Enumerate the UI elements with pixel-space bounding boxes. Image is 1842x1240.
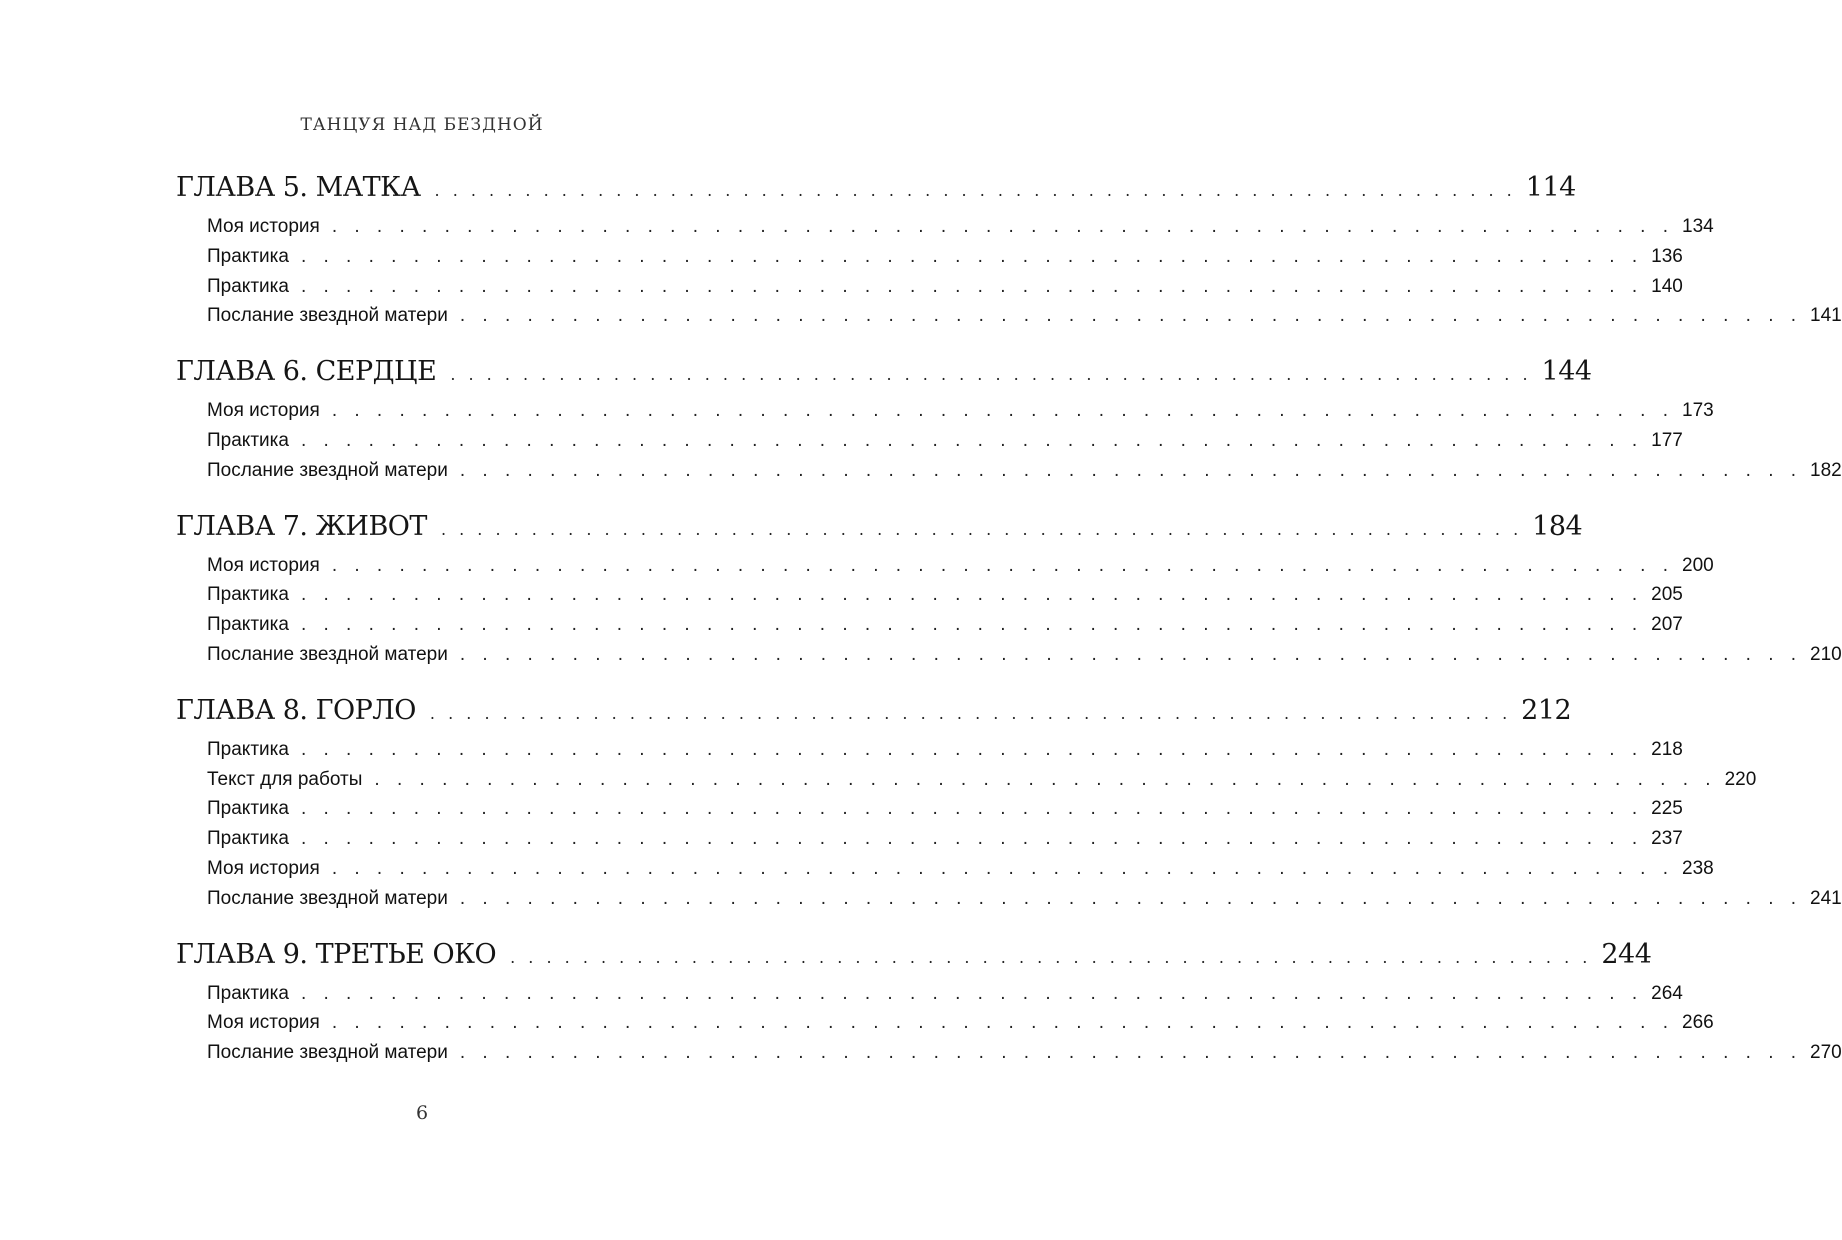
entry-label: Практика [207,584,289,606]
toc-entry[interactable] [207,429,1683,460]
dot-leader: . . . . . . . . . . . . . . . . . . . . . . . . . . . . . . . . . . . . . . . . . . . . . . . . . . . . . . . . . . . . [331,554,1674,576]
toc-entry[interactable] [207,305,1842,335]
page-number: 6 [415,1102,429,1124]
entry-label: Послание звездной матери [207,643,448,665]
entry-page-number: 134 [1682,216,1714,237]
entry-label: Практика [207,275,289,297]
entry-label: Практика [207,738,289,760]
entry-page-number: 177 [1651,429,1683,451]
entry-page-number: 225 [1651,798,1683,820]
entry-label: Практика [207,982,289,1004]
dot-leader: . . . . . . . . . . . . . . . . . . . . . . . . . . . . . . . . . . . . . . . . . . . . . . . . . . . . . . . . . . . . [331,1012,1674,1034]
chapter-7 [176,510,1842,674]
chapter-title: ГЛАВА 7. ЖИВОТ [176,510,427,542]
entry-label: Послание звездной матери [207,1042,448,1064]
dot-leader: . . . . . . . . . . . . . . . . . . . . . . . . . . . . . . . . . . . . . . . . . . . . . . . . . . . . . . . . . . . . [510,947,1592,967]
chapter-8 [176,694,1842,918]
entry-label: Практика [207,798,289,820]
dot-leader: . . . . . . . . . . . . . . . . . . . . . . . . . . . . . . . . . . . . . . . . . . . . . . . . . . . . . . . . . . . . [450,365,1532,385]
dot-leader: . . . . . . . . . . . . . . . . . . . . . . . . . . . . . . . . . . . . . . . . . . . . . . . . . . . . . . . . . . . . [300,798,1644,820]
entry-page-number: 136 [1651,245,1683,267]
entry-label: Моя история [207,216,320,237]
toc-entry[interactable] [207,459,1842,490]
toc-entry[interactable] [207,887,1842,918]
dot-leader: . . . . . . . . . . . . . . . . . . . . . . . . . . . . . . . . . . . . . . . . . . . . . . . . . . . . . . . . . . . . [300,828,1644,850]
toc-entry[interactable] [207,768,1757,799]
toc-entry[interactable] [207,1012,1714,1042]
entry-label: Послание звездной матери [207,459,448,481]
entry-label: Моя история [207,857,320,879]
chapter-page-number: 144 [1541,356,1592,388]
chapter-page-number: 212 [1521,694,1572,726]
dot-leader: . . . . . . . . . . . . . . . . . . . . . . . . . . . . . . . . . . . . . . . . . . . . . . . . . . . . . . . . . . . . [459,887,1803,909]
toc-entry[interactable] [207,643,1842,674]
dot-leader: . . . . . . . . . . . . . . . . . . . . . . . . . . . . . . . . . . . . . . . . . . . . . . . . . . . . . . . . . . . . [300,982,1644,1004]
entry-page-number: 210 [1810,643,1842,665]
entry-label: Текст для работы [207,768,363,790]
entry-page-number: 200 [1682,554,1714,576]
chapter-title: ГЛАВА 8. ГОРЛО [176,694,416,726]
table-of-contents [176,172,1842,1093]
dot-leader: . . . . . . . . . . . . . . . . . . . . . . . . . . . . . . . . . . . . . . . . . . . . . . . . . . . . . . . . . . . . [434,181,1516,200]
dot-leader: . . . . . . . . . . . . . . . . . . . . . . . . . . . . . . . . . . . . . . . . . . . . . . . . . . . . . . . . . . . . [429,703,1512,723]
toc-entry[interactable] [207,554,1714,585]
entry-page-number: 237 [1651,828,1683,850]
entry-page-number: 266 [1682,1012,1714,1034]
toc-entry[interactable] [207,584,1683,614]
entry-page-number: 270 [1810,1042,1842,1064]
entry-label: Моя история [207,1012,320,1034]
chapter-title: ГЛАВА 5. МАТКА [176,172,421,203]
entry-page-number: 141 [1810,305,1842,327]
dot-leader: . . . . . . . . . . . . . . . . . . . . . . . . . . . . . . . . . . . . . . . . . . . . . . . . . . . . . . . . . . . . [300,614,1644,636]
entry-label: Моя история [207,554,320,576]
entry-label: Послание звездной матери [207,887,448,909]
toc-entry[interactable] [207,614,1683,644]
toc-entry[interactable] [207,828,1683,858]
entry-label: Практика [207,429,289,451]
dot-leader: . . . . . . . . . . . . . . . . . . . . . . . . . . . . . . . . . . . . . . . . . . . . . . . . . . . . . . . . . . . . [331,216,1674,237]
entry-page-number: 205 [1651,584,1683,606]
entry-label: Практика [207,614,289,636]
entry-page-number: 241 [1810,887,1842,909]
chapter-heading[interactable] [176,694,1572,739]
dot-leader: . . . . . . . . . . . . . . . . . . . . . . . . . . . . . . . . . . . . . . . . . . . . . . . . . . . . . . . . . . . . [440,519,1523,539]
chapter-page-number: 184 [1532,510,1583,542]
toc-entry[interactable] [207,1042,1842,1072]
entry-page-number: 182 [1810,459,1842,481]
entry-page-number: 173 [1682,400,1714,422]
chapter-5 [176,172,1842,335]
dot-leader: . . . . . . . . . . . . . . . . . . . . . . . . . . . . . . . . . . . . . . . . . . . . . . . . . . . . . . . . . . . . [300,738,1644,760]
toc-entry[interactable] [207,738,1683,769]
dot-leader: . . . . . . . . . . . . . . . . . . . . . . . . . . . . . . . . . . . . . . . . . . . . . . . . . . . . . . . . . . . . [300,245,1644,267]
dot-leader: . . . . . . . . . . . . . . . . . . . . . . . . . . . . . . . . . . . . . . . . . . . . . . . . . . . . . . . . . . . . [300,584,1644,606]
dot-leader: . . . . . . . . . . . . . . . . . . . . . . . . . . . . . . . . . . . . . . . . . . . . . . . . . . . . . . . . . . . . [300,429,1644,451]
dot-leader: . . . . . . . . . . . . . . . . . . . . . . . . . . . . . . . . . . . . . . . . . . . . . . . . . . . . . . . . . . . . [331,400,1674,422]
entry-label: Моя история [207,400,320,422]
chapter-title: ГЛАВА 9. ТРЕТЬЕ ОКО [176,938,497,970]
entry-page-number: 218 [1651,738,1683,760]
entry-page-number: 207 [1651,614,1683,636]
chapter-page-number: 114 [1525,172,1576,203]
running-head: ТАНЦУЯ НАД БЕЗДНОЙ [300,115,544,135]
toc-entry[interactable] [207,216,1714,246]
chapter-9 [176,938,1842,1072]
entry-label: Практика [207,245,289,267]
chapter-heading[interactable] [176,510,1583,555]
chapter-heading[interactable] [176,356,1592,400]
chapter-page-number: 244 [1601,938,1652,970]
toc-entry[interactable] [207,857,1714,888]
entry-page-number: 264 [1651,982,1683,1004]
toc-entry[interactable] [207,275,1683,306]
dot-leader: . . . . . . . . . . . . . . . . . . . . . . . . . . . . . . . . . . . . . . . . . . . . . . . . . . . . . . . . . . . . [459,305,1803,327]
entry-page-number: 140 [1651,275,1683,297]
chapter-6 [176,356,1842,489]
toc-entry[interactable] [207,245,1683,276]
chapter-heading[interactable] [176,938,1652,983]
toc-entry[interactable] [207,798,1683,828]
entry-page-number: 220 [1724,768,1757,790]
dot-leader: . . . . . . . . . . . . . . . . . . . . . . . . . . . . . . . . . . . . . . . . . . . . . . . . . . . . . . . . . . . . [459,459,1803,481]
entry-page-number: 238 [1682,857,1714,879]
dot-leader: . . . . . . . . . . . . . . . . . . . . . . . . . . . . . . . . . . . . . . . . . . . . . . . . . . . . . . . . . . . . [331,857,1674,879]
dot-leader: . . . . . . . . . . . . . . . . . . . . . . . . . . . . . . . . . . . . . . . . . . . . . . . . . . . . . . . . . . . . [459,1042,1803,1064]
entry-label: Послание звездной матери [207,305,448,327]
toc-entry[interactable] [207,982,1683,1013]
toc-entry[interactable] [207,400,1714,430]
chapter-heading[interactable] [176,172,1576,216]
dot-leader: . . . . . . . . . . . . . . . . . . . . . . . . . . . . . . . . . . . . . . . . . . . . . . . . . . . . . . . . . . . . [300,275,1644,297]
entry-label: Практика [207,828,289,850]
chapter-title: ГЛАВА 6. СЕРДЦЕ [176,356,437,388]
dot-leader: . . . . . . . . . . . . . . . . . . . . . . . . . . . . . . . . . . . . . . . . . . . . . . . . . . . . . . . . . . . . [459,643,1803,665]
dot-leader: . . . . . . . . . . . . . . . . . . . . . . . . . . . . . . . . . . . . . . . . . . . . . . . . . . . . . . . . . . . . [374,768,1717,790]
